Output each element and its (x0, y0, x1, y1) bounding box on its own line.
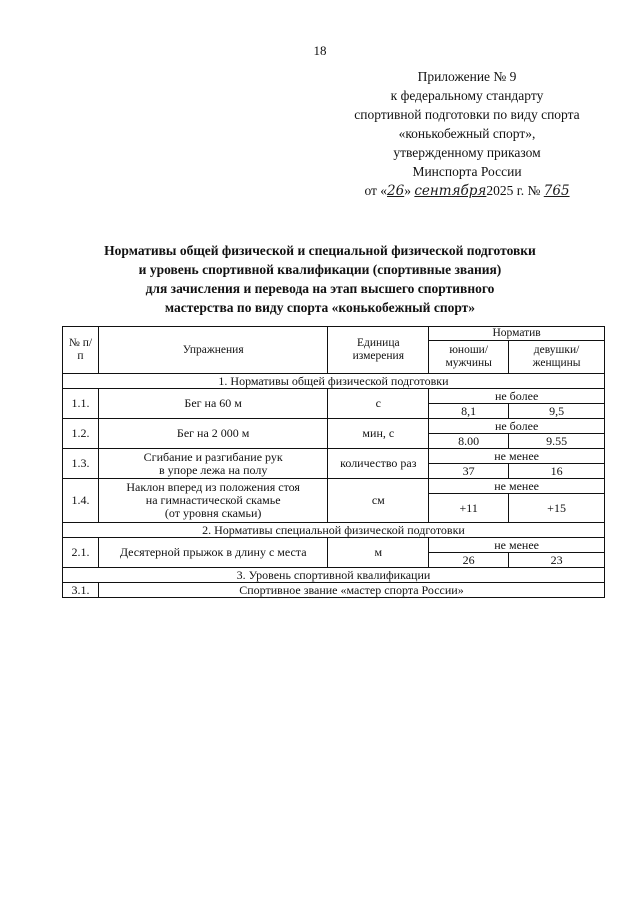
row-condition: не более (429, 389, 605, 404)
appendix-line: утвержденному приказом (393, 145, 541, 160)
row-exercise: Спортивное звание «мастер спорта России» (98, 583, 604, 598)
appendix-line: Минспорта России (412, 164, 522, 179)
row-num: 1.1. (63, 389, 99, 419)
row-unit: с (328, 389, 429, 419)
header-num: № п/п (63, 327, 99, 374)
row-condition: не менее (429, 449, 605, 464)
document-title (70, 241, 570, 317)
title-line: для зачисления и перевода на этап высшего спортивного (145, 281, 495, 296)
value-girls: +15 (509, 494, 605, 523)
row-exercise: Бег на 60 м (98, 389, 327, 419)
row-exercise: Бег на 2 000 м (98, 419, 327, 449)
row-num: 3.1. (63, 583, 99, 598)
row-condition: не более (429, 419, 605, 434)
exercise-line: (от уровня скамьи) (164, 506, 262, 520)
value-boys: +11 (429, 494, 509, 523)
row-num: 1.4. (63, 479, 99, 523)
exercise-line: Наклон вперед из положения стоя (126, 480, 300, 494)
handwritten-order-number: 765 (543, 183, 570, 199)
section-title: 1. Нормативы общей физической подготовки (63, 374, 605, 389)
title-line: и уровень спортивной квалификации (спортивные звания) (138, 262, 502, 277)
value-boys: 37 (429, 464, 509, 479)
row-unit: мин, с (328, 419, 429, 449)
appendix-line: Приложение № 9 (417, 69, 517, 84)
exercise-line: на гимнастической скамье (145, 493, 281, 507)
title-line: Нормативы общей физической и специальной физической подготовки (104, 243, 536, 258)
date-sep: » (404, 183, 411, 198)
section-title: 2. Нормативы специальной физической подготовки (63, 523, 605, 538)
exercise-line: Сгибание и разгибание рук (143, 449, 283, 464)
row-condition: не менее (429, 479, 605, 494)
row-exercise: Десятерной прыжок в длину с места (98, 538, 327, 568)
section-title: 3. Уровень спортивной квалификации (63, 568, 605, 583)
appendix-line: спортивной подготовки по виду спорта (354, 107, 580, 122)
appendix-line: «конькобежный спорт», (398, 126, 536, 141)
header-exercise: Упражнения (98, 327, 327, 374)
title-line: мастерства по виду спорта «конькобежный спорт» (164, 300, 476, 315)
header-girls: девушки/ женщины (509, 341, 605, 374)
header-boys: юноши/ мужчины (429, 341, 509, 374)
header-unit: Единица измерения (328, 327, 429, 374)
row-num: 2.1. (63, 538, 99, 568)
row-condition: не менее (429, 538, 605, 553)
row-exercise (98, 449, 327, 479)
value-boys: 8,1 (429, 404, 509, 419)
norms-table (62, 326, 605, 598)
value-girls: 9.55 (509, 434, 605, 449)
page-number: 18 (313, 43, 327, 58)
row-num: 1.2. (63, 419, 99, 449)
row-unit: м (328, 538, 429, 568)
order-date-line (330, 181, 604, 201)
handwritten-day: 26 (387, 183, 405, 199)
value-girls: 16 (509, 464, 605, 479)
appendix-line: к федеральному стандарту (390, 88, 544, 103)
date-prefix: от « (364, 183, 388, 198)
row-exercise (98, 479, 327, 523)
appendix-block (330, 67, 604, 201)
row-unit: см (328, 479, 429, 523)
exercise-line: в упоре лежа на полу (158, 462, 268, 477)
handwritten-month: сентября (414, 183, 487, 199)
value-girls: 23 (509, 553, 605, 568)
row-num: 1.3. (63, 449, 99, 479)
value-boys: 8.00 (429, 434, 509, 449)
value-boys: 26 (429, 553, 509, 568)
header-norm: Норматив (429, 327, 605, 341)
row-unit: количество раз (328, 449, 429, 479)
date-year: 2025 г. № (486, 183, 541, 198)
value-girls: 9,5 (509, 404, 605, 419)
